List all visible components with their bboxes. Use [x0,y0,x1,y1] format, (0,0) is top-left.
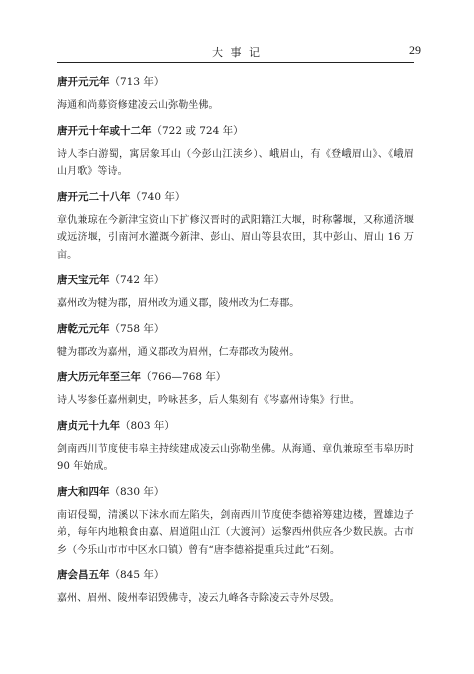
page-number: 29 [409,43,421,57]
entry-year: （845 年） [109,569,165,581]
entry-text: 嘉州、眉州、陵州奉诏毁佛寺，凌云九峰各寺除凌云寺外尽毁。 [57,593,340,604]
entry-year: （830 年） [109,485,165,498]
entry-heading [57,485,414,500]
entry-year: （766—768 年） [141,371,227,383]
entry-heading [57,190,414,205]
entry-year: （742 年） [109,274,165,286]
entry-heading [57,124,414,139]
entry-text: 章仇兼琼在今新津宝资山下扩修汉晋时的武阳籍江大堰，时称馨堰，又称通济堰或远济堰，引南河水灌溉今新津、彭山、眉山等县农田，其中彭山、眉山 16 万亩。 [57,214,414,261]
entry-era: 唐天宝元年 [57,274,110,286]
header-divider [57,62,414,63]
entry-text: 诗人岑参任嘉州刺史，吟咏甚多，后人集刻有《岑嘉州诗集》行世。 [57,395,360,406]
entry-era: 唐开元元年 [57,76,110,88]
entry-heading [57,75,414,90]
entry-year: （722 或 724 年） [151,124,244,137]
entry-text: 剑南西川节度使韦皋主持续建成凌云山弥勒坐佛。从海通、章仇兼琼至韦皋历时 90 年始成。 [57,443,414,472]
entry-year: （758 年） [109,322,165,335]
entry-text: 犍为郡改为嘉州，通义郡改为眉州，仁寿郡改为陵州。 [57,346,300,358]
chronicle-entry [57,273,414,313]
entry-text: 南诏侵蜀，清溪以下沫水而左陷失，剑南西川节度使李德裕筹建边楼，置雄边子弟，每年内地粮食由嘉、眉道阻山江（大渡河）运黎西州供应各少数民族。古市乡（今乐山市市中区水口镇）曾有“唐李德裕提重兵过此”石刻。 [57,509,414,556]
chronicle-entry [57,419,414,476]
entry-text: 诗人李白游蜀，寓居象耳山（今彭山江渎乡）、峨眉山，有《登峨眉山》、《峨眉山月歌》等诗。 [57,148,414,177]
entry-heading [57,273,414,288]
entry-era: 唐贞元十九年 [57,419,120,432]
chronicle-entry [57,485,414,560]
entry-year: （803 年） [120,419,175,432]
entry-heading [57,419,414,434]
entry-heading [57,322,414,337]
entry-era: 唐开元二十八年 [57,190,131,203]
entry-heading [57,370,414,385]
chronicle-entry [57,322,414,362]
running-header-title: 大 事 记 [212,46,262,59]
entry-era: 唐乾元元年 [57,322,110,335]
chronicle-entry [57,75,414,115]
entry-era: 唐大历元年至三年 [57,371,141,383]
entry-year: （740 年） [130,190,186,203]
entry-era: 唐开元十年或十二年 [57,124,152,137]
chronicle-body [57,66,414,614]
entry-era: 唐大和四年 [57,485,110,498]
entry-era: 唐会昌五年 [57,569,110,581]
entry-text: 嘉州改为犍为郡，眉州改为通义郡，陵州改为仁寿郡。 [57,298,300,309]
chronicle-entry [57,190,414,265]
entry-heading [57,568,414,583]
chronicle-entry [57,124,414,181]
chronicle-entry [57,370,414,410]
entry-text: 海通和尚募资修建凌云山弥勒坐佛。 [57,100,219,111]
entry-year: （713 年） [109,76,165,88]
chronicle-entry [57,568,414,608]
